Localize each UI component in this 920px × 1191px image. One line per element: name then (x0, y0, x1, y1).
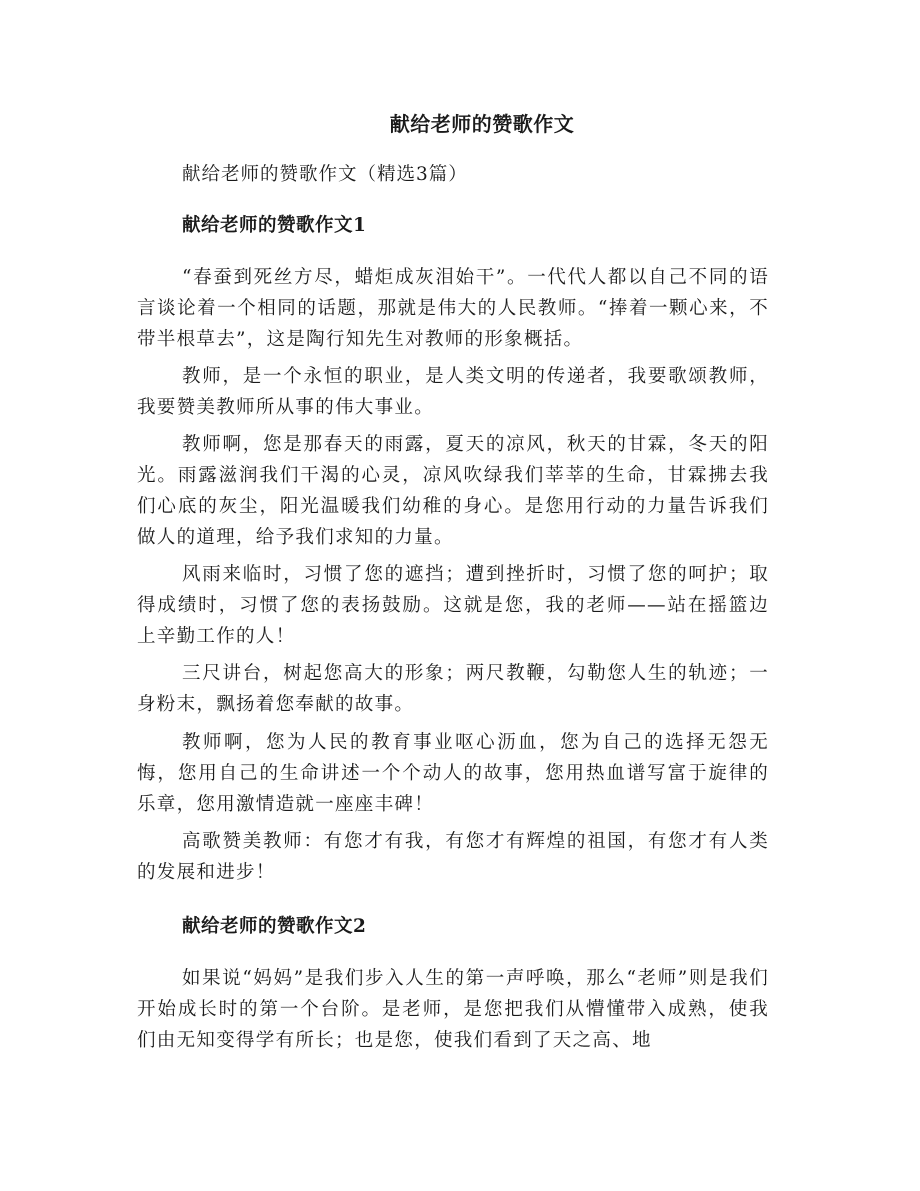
section-1-paragraph: 教师啊，您是那春天的雨露，夏天的凉风，秋天的甘霖，冬天的阳光。雨露滋润我们干渴的心灵，凉风吹绿我们莘莘的生命，甘霖拂去我们心底的灰尘，阳光温暖我们幼稚的身心。是您用行动的力量告诉我们做人的道理，给予我们求知的力量。 (137, 434, 769, 548)
document-title: 献给老师的赞歌作文 (389, 112, 575, 136)
section-1-paragraph: 风雨来临时，习惯了您的遮挡；遭到挫折时，习惯了您的呵护；取得成绩时，习惯了您的表扬鼓励。这就是您，我的老师——站在摇篮边上辛勤工作的人！ (137, 564, 769, 647)
section-1-paragraph: 教师啊，您为人民的教育事业呕心沥血，您为自己的选择无怨无悔，您用自己的生命讲述一个个动人的故事，您用热血谱写富于旋律的乐章，您用激情造就一座座丰碑！ (137, 732, 769, 815)
document-subtitle: 献给老师的赞歌作文（精选3篇） (182, 164, 468, 185)
section-1-paragraph: “春蚕到死丝方尽，蜡炬成灰泪始干”。一代代人都以自己不同的语言谈论着一个相同的话题，那就是伟大的人民教师。“捧着一颗心来，不带半根草去”，这是陶行知先生对教师的形象概括。 (137, 267, 769, 350)
section-1-paragraph: 三尺讲台，树起您高大的形象；两尺教鞭，勾勒您人生的轨迹；一身粉末，飘扬着您奉献的故事。 (137, 663, 769, 715)
section-2-paragraph: 如果说“妈妈”是我们步入人生的第一声呼唤，那么“老师”则是我们开始成长时的第一个台阶。是老师，是您把我们从懵懂带入成熟，使我们由无知变得学有所长；也是您，使我们看到了天之高、地 (137, 968, 769, 1051)
section-2-heading: 献给老师的赞歌作文2 (182, 916, 367, 937)
section-1-paragraph: 教师，是一个永恒的职业，是人类文明的传递者，我要歌颂教师，我要赞美教师所从事的伟大事业。 (137, 366, 769, 418)
section-1-heading: 献给老师的赞歌作文1 (182, 215, 367, 236)
section-1-paragraph: 高歌赞美教师：有您才有我，有您才有辉煌的祖国，有您才有人类的发展和进步！ (137, 831, 769, 883)
